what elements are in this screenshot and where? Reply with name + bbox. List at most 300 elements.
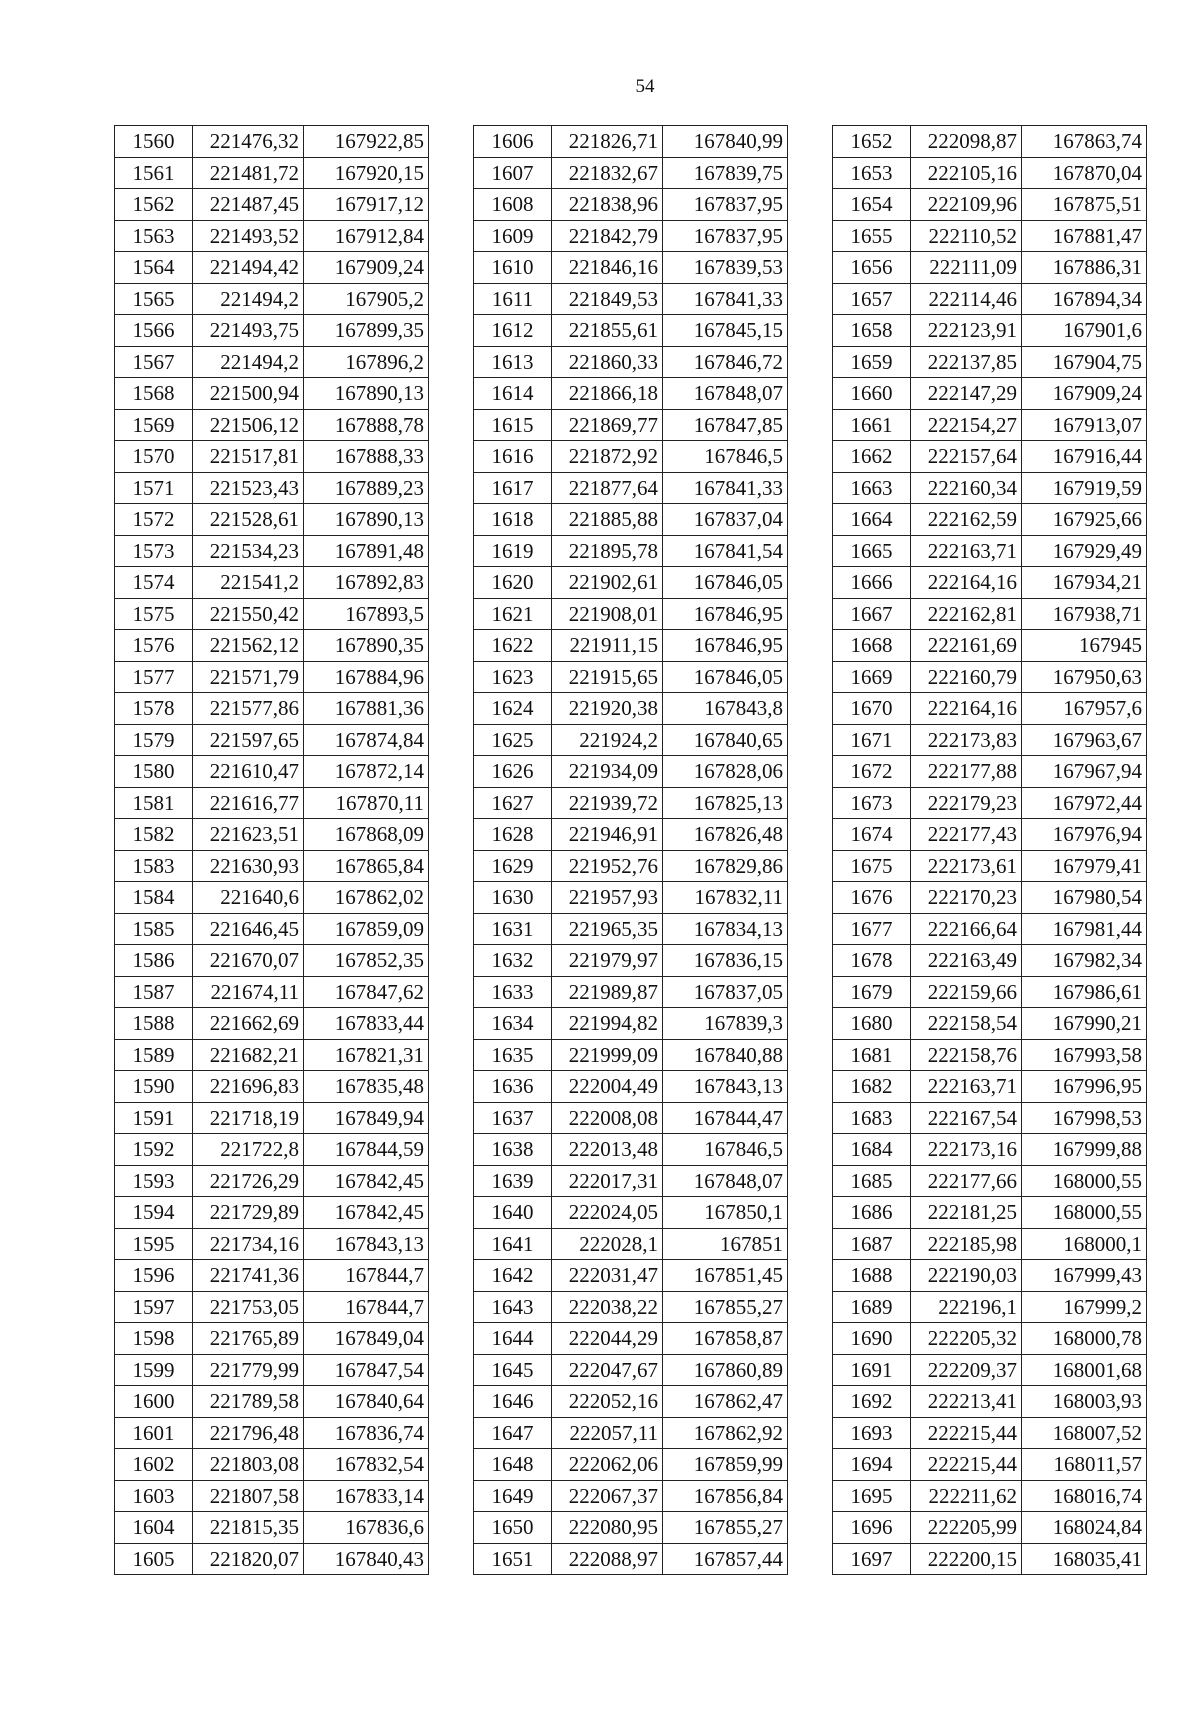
y-coordinate-cell: 167868,09 <box>304 819 429 851</box>
x-coordinate-cell: 221849,53 <box>552 283 663 315</box>
table-row <box>833 504 1147 536</box>
y-coordinate-cell: 167849,04 <box>304 1323 429 1355</box>
y-coordinate-cell: 167996,95 <box>1022 1071 1147 1103</box>
y-coordinate-cell: 167889,23 <box>304 472 429 504</box>
table-row <box>833 472 1147 504</box>
x-coordinate-cell: 222062,06 <box>552 1449 663 1481</box>
y-coordinate-cell: 167846,5 <box>663 1134 788 1166</box>
point-number-cell: 1625 <box>474 724 552 756</box>
y-coordinate-cell: 168007,52 <box>1022 1417 1147 1449</box>
point-number-cell: 1570 <box>115 441 193 473</box>
table-row <box>474 252 788 284</box>
y-coordinate-cell: 167837,95 <box>663 220 788 252</box>
point-number-cell: 1579 <box>115 724 193 756</box>
table-row <box>474 1134 788 1166</box>
y-coordinate-cell: 167848,07 <box>663 378 788 410</box>
x-coordinate-cell: 221494,42 <box>193 252 304 284</box>
y-coordinate-cell: 167993,58 <box>1022 1039 1147 1071</box>
x-coordinate-cell: 221670,07 <box>193 945 304 977</box>
x-coordinate-cell: 221872,92 <box>552 441 663 473</box>
y-coordinate-cell: 167976,94 <box>1022 819 1147 851</box>
x-coordinate-cell: 221623,51 <box>193 819 304 851</box>
table-row <box>115 1417 429 1449</box>
table-row <box>833 220 1147 252</box>
y-coordinate-cell: 167863,74 <box>1022 126 1147 158</box>
point-number-cell: 1572 <box>115 504 193 536</box>
y-coordinate-cell: 167890,13 <box>304 378 429 410</box>
table-row <box>474 598 788 630</box>
x-coordinate-cell: 221994,82 <box>552 1008 663 1040</box>
x-coordinate-cell: 222215,44 <box>911 1417 1022 1449</box>
table-row <box>833 1165 1147 1197</box>
x-coordinate-cell: 222177,88 <box>911 756 1022 788</box>
y-coordinate-cell: 168011,57 <box>1022 1449 1147 1481</box>
x-coordinate-cell: 221662,69 <box>193 1008 304 1040</box>
point-number-cell: 1564 <box>115 252 193 284</box>
table-row <box>474 630 788 662</box>
x-coordinate-cell: 221541,2 <box>193 567 304 599</box>
table-row <box>474 913 788 945</box>
x-coordinate-cell: 222114,46 <box>911 283 1022 315</box>
point-number-cell: 1587 <box>115 976 193 1008</box>
y-coordinate-cell: 167891,48 <box>304 535 429 567</box>
y-coordinate-cell: 167967,94 <box>1022 756 1147 788</box>
x-coordinate-cell: 222105,16 <box>911 157 1022 189</box>
table-row <box>115 1071 429 1103</box>
table-row <box>833 1260 1147 1292</box>
point-number-cell: 1601 <box>115 1417 193 1449</box>
x-coordinate-cell: 221877,64 <box>552 472 663 504</box>
point-number-cell: 1667 <box>833 598 911 630</box>
point-number-cell: 1659 <box>833 346 911 378</box>
point-number-cell: 1597 <box>115 1291 193 1323</box>
point-number-cell: 1603 <box>115 1480 193 1512</box>
table-row <box>115 1449 429 1481</box>
y-coordinate-cell: 167894,34 <box>1022 283 1147 315</box>
point-number-cell: 1615 <box>474 409 552 441</box>
table-row <box>833 882 1147 914</box>
y-coordinate-cell: 167833,44 <box>304 1008 429 1040</box>
table-row <box>474 189 788 221</box>
x-coordinate-cell: 222200,15 <box>911 1543 1022 1575</box>
point-number-cell: 1671 <box>833 724 911 756</box>
point-number-cell: 1689 <box>833 1291 911 1323</box>
table-row <box>833 1543 1147 1575</box>
x-coordinate-cell: 221674,11 <box>193 976 304 1008</box>
point-number-cell: 1654 <box>833 189 911 221</box>
table-row <box>115 220 429 252</box>
x-coordinate-cell: 222196,1 <box>911 1291 1022 1323</box>
point-number-cell: 1604 <box>115 1512 193 1544</box>
y-coordinate-cell: 167859,99 <box>663 1449 788 1481</box>
table-row <box>833 1323 1147 1355</box>
y-coordinate-cell: 167833,14 <box>304 1480 429 1512</box>
point-number-cell: 1697 <box>833 1543 911 1575</box>
x-coordinate-cell: 222185,98 <box>911 1228 1022 1260</box>
y-coordinate-cell: 167860,89 <box>663 1354 788 1386</box>
point-number-cell: 1590 <box>115 1071 193 1103</box>
point-number-cell: 1630 <box>474 882 552 914</box>
x-coordinate-cell: 221741,36 <box>193 1260 304 1292</box>
x-coordinate-cell: 221494,2 <box>193 346 304 378</box>
table-row <box>833 1102 1147 1134</box>
x-coordinate-cell: 222080,95 <box>552 1512 663 1544</box>
table-row <box>115 661 429 693</box>
table-row <box>833 126 1147 158</box>
y-coordinate-cell: 167848,07 <box>663 1165 788 1197</box>
table-row <box>833 1071 1147 1103</box>
y-coordinate-cell: 167846,72 <box>663 346 788 378</box>
x-coordinate-cell: 222038,22 <box>552 1291 663 1323</box>
x-coordinate-cell: 221753,05 <box>193 1291 304 1323</box>
table-row <box>474 1354 788 1386</box>
table-row <box>115 819 429 851</box>
x-coordinate-cell: 221534,23 <box>193 535 304 567</box>
y-coordinate-cell: 167938,71 <box>1022 598 1147 630</box>
y-coordinate-cell: 167840,99 <box>663 126 788 158</box>
point-number-cell: 1571 <box>115 472 193 504</box>
y-coordinate-cell: 167837,05 <box>663 976 788 1008</box>
point-number-cell: 1641 <box>474 1228 552 1260</box>
y-coordinate-cell: 167846,5 <box>663 441 788 473</box>
x-coordinate-cell: 222166,64 <box>911 913 1022 945</box>
x-coordinate-cell: 221820,07 <box>193 1543 304 1575</box>
point-number-cell: 1682 <box>833 1071 911 1103</box>
y-coordinate-cell: 167884,96 <box>304 661 429 693</box>
y-coordinate-cell: 167841,33 <box>663 472 788 504</box>
point-number-cell: 1569 <box>115 409 193 441</box>
y-coordinate-cell: 167851,45 <box>663 1260 788 1292</box>
point-number-cell: 1560 <box>115 126 193 158</box>
y-coordinate-cell: 168000,78 <box>1022 1323 1147 1355</box>
table-row <box>474 1102 788 1134</box>
x-coordinate-cell: 222004,49 <box>552 1071 663 1103</box>
table-row <box>474 315 788 347</box>
table-row <box>833 1291 1147 1323</box>
table-row <box>115 504 429 536</box>
y-coordinate-cell: 167846,95 <box>663 598 788 630</box>
point-number-cell: 1666 <box>833 567 911 599</box>
x-coordinate-cell: 222159,66 <box>911 976 1022 1008</box>
y-coordinate-cell: 167856,84 <box>663 1480 788 1512</box>
coordinates-table-2 <box>473 125 788 1575</box>
point-number-cell: 1578 <box>115 693 193 725</box>
y-coordinate-cell: 167834,13 <box>663 913 788 945</box>
table-row <box>833 598 1147 630</box>
point-number-cell: 1652 <box>833 126 911 158</box>
x-coordinate-cell: 222013,48 <box>552 1134 663 1166</box>
table-row <box>115 756 429 788</box>
y-coordinate-cell: 167874,84 <box>304 724 429 756</box>
point-number-cell: 1592 <box>115 1134 193 1166</box>
point-number-cell: 1677 <box>833 913 911 945</box>
point-number-cell: 1610 <box>474 252 552 284</box>
table-row <box>833 252 1147 284</box>
x-coordinate-cell: 222024,05 <box>552 1197 663 1229</box>
y-coordinate-cell: 167857,44 <box>663 1543 788 1575</box>
point-number-cell: 1649 <box>474 1480 552 1512</box>
point-number-cell: 1631 <box>474 913 552 945</box>
table-row <box>833 850 1147 882</box>
y-coordinate-cell: 167896,2 <box>304 346 429 378</box>
point-number-cell: 1582 <box>115 819 193 851</box>
x-coordinate-cell: 222173,83 <box>911 724 1022 756</box>
table-row <box>474 724 788 756</box>
point-number-cell: 1573 <box>115 535 193 567</box>
point-number-cell: 1632 <box>474 945 552 977</box>
point-number-cell: 1607 <box>474 157 552 189</box>
point-number-cell: 1637 <box>474 1102 552 1134</box>
table-row <box>115 1260 429 1292</box>
point-number-cell: 1664 <box>833 504 911 536</box>
table-row <box>474 1291 788 1323</box>
x-coordinate-cell: 221895,78 <box>552 535 663 567</box>
x-coordinate-cell: 221957,93 <box>552 882 663 914</box>
point-number-cell: 1690 <box>833 1323 911 1355</box>
point-number-cell: 1695 <box>833 1480 911 1512</box>
x-coordinate-cell: 221577,86 <box>193 693 304 725</box>
x-coordinate-cell: 221682,21 <box>193 1039 304 1071</box>
x-coordinate-cell: 221934,09 <box>552 756 663 788</box>
point-number-cell: 1626 <box>474 756 552 788</box>
point-number-cell: 1634 <box>474 1008 552 1040</box>
point-number-cell: 1583 <box>115 850 193 882</box>
table-row <box>474 220 788 252</box>
x-coordinate-cell: 222213,41 <box>911 1386 1022 1418</box>
table-row <box>833 661 1147 693</box>
x-coordinate-cell: 221807,58 <box>193 1480 304 1512</box>
point-number-cell: 1645 <box>474 1354 552 1386</box>
x-coordinate-cell: 221911,15 <box>552 630 663 662</box>
y-coordinate-cell: 167843,13 <box>304 1228 429 1260</box>
table-row <box>474 1039 788 1071</box>
point-number-cell: 1646 <box>474 1386 552 1418</box>
x-coordinate-cell: 221506,12 <box>193 409 304 441</box>
y-coordinate-cell: 167870,04 <box>1022 157 1147 189</box>
point-number-cell: 1636 <box>474 1071 552 1103</box>
x-coordinate-cell: 221640,6 <box>193 882 304 914</box>
point-number-cell: 1658 <box>833 315 911 347</box>
point-number-cell: 1655 <box>833 220 911 252</box>
y-coordinate-cell: 168024,84 <box>1022 1512 1147 1544</box>
x-coordinate-cell: 222147,29 <box>911 378 1022 410</box>
x-coordinate-cell: 222157,64 <box>911 441 1022 473</box>
table-row <box>115 1323 429 1355</box>
x-coordinate-cell: 221517,81 <box>193 441 304 473</box>
point-number-cell: 1575 <box>115 598 193 630</box>
x-coordinate-cell: 222177,66 <box>911 1165 1022 1197</box>
y-coordinate-cell: 167844,47 <box>663 1102 788 1134</box>
x-coordinate-cell: 222109,96 <box>911 189 1022 221</box>
table-row <box>833 787 1147 819</box>
point-number-cell: 1585 <box>115 913 193 945</box>
x-coordinate-cell: 221952,76 <box>552 850 663 882</box>
y-coordinate-cell: 167847,62 <box>304 976 429 1008</box>
table-row <box>115 1386 429 1418</box>
y-coordinate-cell: 167837,04 <box>663 504 788 536</box>
point-number-cell: 1688 <box>833 1260 911 1292</box>
y-coordinate-cell: 168035,41 <box>1022 1543 1147 1575</box>
y-coordinate-cell: 167998,53 <box>1022 1102 1147 1134</box>
x-coordinate-cell: 222017,31 <box>552 1165 663 1197</box>
table-row <box>115 1039 429 1071</box>
table-row <box>474 693 788 725</box>
point-number-cell: 1650 <box>474 1512 552 1544</box>
x-coordinate-cell: 221885,88 <box>552 504 663 536</box>
x-coordinate-cell: 221696,83 <box>193 1071 304 1103</box>
page-number: 54 <box>635 76 655 97</box>
x-coordinate-cell: 222163,49 <box>911 945 1022 977</box>
point-number-cell: 1599 <box>115 1354 193 1386</box>
y-coordinate-cell: 168000,55 <box>1022 1165 1147 1197</box>
point-number-cell: 1568 <box>115 378 193 410</box>
point-number-cell: 1694 <box>833 1449 911 1481</box>
x-coordinate-cell: 221869,77 <box>552 409 663 441</box>
table-row <box>115 378 429 410</box>
table-row <box>115 1102 429 1134</box>
y-coordinate-cell: 167980,54 <box>1022 882 1147 914</box>
point-number-cell: 1591 <box>115 1102 193 1134</box>
x-coordinate-cell: 222047,67 <box>552 1354 663 1386</box>
point-number-cell: 1614 <box>474 378 552 410</box>
y-coordinate-cell: 167917,12 <box>304 189 429 221</box>
point-number-cell: 1680 <box>833 1008 911 1040</box>
y-coordinate-cell: 167821,31 <box>304 1039 429 1071</box>
y-coordinate-cell: 167843,8 <box>663 693 788 725</box>
y-coordinate-cell: 167826,48 <box>663 819 788 851</box>
y-coordinate-cell: 167849,94 <box>304 1102 429 1134</box>
table-row <box>833 315 1147 347</box>
table-row <box>833 283 1147 315</box>
table-row <box>474 1323 788 1355</box>
table-row <box>833 567 1147 599</box>
table-row <box>474 409 788 441</box>
table-row <box>833 1039 1147 1071</box>
x-coordinate-cell: 221789,58 <box>193 1386 304 1418</box>
table-row <box>115 1008 429 1040</box>
point-number-cell: 1647 <box>474 1417 552 1449</box>
x-coordinate-cell: 221550,42 <box>193 598 304 630</box>
point-number-cell: 1574 <box>115 567 193 599</box>
point-number-cell: 1672 <box>833 756 911 788</box>
table-row <box>833 693 1147 725</box>
y-coordinate-cell: 167919,59 <box>1022 472 1147 504</box>
table-row <box>115 598 429 630</box>
table-row <box>474 1228 788 1260</box>
table-row <box>115 1354 429 1386</box>
y-coordinate-cell: 167950,63 <box>1022 661 1147 693</box>
y-coordinate-cell: 167862,47 <box>663 1386 788 1418</box>
x-coordinate-cell: 222052,16 <box>552 1386 663 1418</box>
x-coordinate-cell: 222067,37 <box>552 1480 663 1512</box>
x-coordinate-cell: 222190,03 <box>911 1260 1022 1292</box>
point-number-cell: 1640 <box>474 1197 552 1229</box>
y-coordinate-cell: 167890,13 <box>304 504 429 536</box>
table-row <box>833 724 1147 756</box>
table-row <box>833 378 1147 410</box>
x-coordinate-cell: 221803,08 <box>193 1449 304 1481</box>
x-coordinate-cell: 222162,81 <box>911 598 1022 630</box>
table-row <box>115 724 429 756</box>
y-coordinate-cell: 167839,75 <box>663 157 788 189</box>
y-coordinate-cell: 167865,84 <box>304 850 429 882</box>
table-row <box>115 693 429 725</box>
y-coordinate-cell: 167832,54 <box>304 1449 429 1481</box>
table-row <box>474 661 788 693</box>
point-number-cell: 1623 <box>474 661 552 693</box>
y-coordinate-cell: 167881,47 <box>1022 220 1147 252</box>
y-coordinate-cell: 167909,24 <box>1022 378 1147 410</box>
y-coordinate-cell: 167843,13 <box>663 1071 788 1103</box>
x-coordinate-cell: 221726,29 <box>193 1165 304 1197</box>
table-row <box>833 1197 1147 1229</box>
y-coordinate-cell: 168016,74 <box>1022 1480 1147 1512</box>
y-coordinate-cell: 167916,44 <box>1022 441 1147 473</box>
table-row <box>115 409 429 441</box>
point-number-cell: 1612 <box>474 315 552 347</box>
table-row <box>833 1512 1147 1544</box>
x-coordinate-cell: 222163,71 <box>911 535 1022 567</box>
point-number-cell: 1668 <box>833 630 911 662</box>
y-coordinate-cell: 167886,31 <box>1022 252 1147 284</box>
table-row <box>474 346 788 378</box>
coordinates-table-3 <box>832 125 1147 1575</box>
table-row <box>833 976 1147 1008</box>
point-number-cell: 1567 <box>115 346 193 378</box>
point-number-cell: 1593 <box>115 1165 193 1197</box>
table-row <box>115 787 429 819</box>
table-row <box>474 756 788 788</box>
table-row <box>115 850 429 882</box>
x-coordinate-cell: 221765,89 <box>193 1323 304 1355</box>
point-number-cell: 1598 <box>115 1323 193 1355</box>
y-coordinate-cell: 167839,3 <box>663 1008 788 1040</box>
y-coordinate-cell: 167888,78 <box>304 409 429 441</box>
point-number-cell: 1562 <box>115 189 193 221</box>
y-coordinate-cell: 167982,34 <box>1022 945 1147 977</box>
y-coordinate-cell: 168000,55 <box>1022 1197 1147 1229</box>
x-coordinate-cell: 221487,45 <box>193 189 304 221</box>
point-number-cell: 1600 <box>115 1386 193 1418</box>
x-coordinate-cell: 221999,09 <box>552 1039 663 1071</box>
x-coordinate-cell: 221838,96 <box>552 189 663 221</box>
y-coordinate-cell: 167999,88 <box>1022 1134 1147 1166</box>
y-coordinate-cell: 167841,33 <box>663 283 788 315</box>
table-row <box>115 630 429 662</box>
point-number-cell: 1605 <box>115 1543 193 1575</box>
x-coordinate-cell: 221902,61 <box>552 567 663 599</box>
x-coordinate-cell: 222173,16 <box>911 1134 1022 1166</box>
x-coordinate-cell: 222088,97 <box>552 1543 663 1575</box>
table-row <box>474 1449 788 1481</box>
table-row <box>115 567 429 599</box>
y-coordinate-cell: 167979,41 <box>1022 850 1147 882</box>
x-coordinate-cell: 221779,99 <box>193 1354 304 1386</box>
x-coordinate-cell: 222170,23 <box>911 882 1022 914</box>
point-number-cell: 1676 <box>833 882 911 914</box>
y-coordinate-cell: 167844,7 <box>304 1291 429 1323</box>
table-row <box>474 882 788 914</box>
x-coordinate-cell: 221796,48 <box>193 1417 304 1449</box>
table-row <box>474 157 788 189</box>
y-coordinate-cell: 167925,66 <box>1022 504 1147 536</box>
point-number-cell: 1581 <box>115 787 193 819</box>
y-coordinate-cell: 167844,59 <box>304 1134 429 1166</box>
y-coordinate-cell: 167855,27 <box>663 1512 788 1544</box>
table-row <box>833 346 1147 378</box>
point-number-cell: 1586 <box>115 945 193 977</box>
x-coordinate-cell: 221646,45 <box>193 913 304 945</box>
